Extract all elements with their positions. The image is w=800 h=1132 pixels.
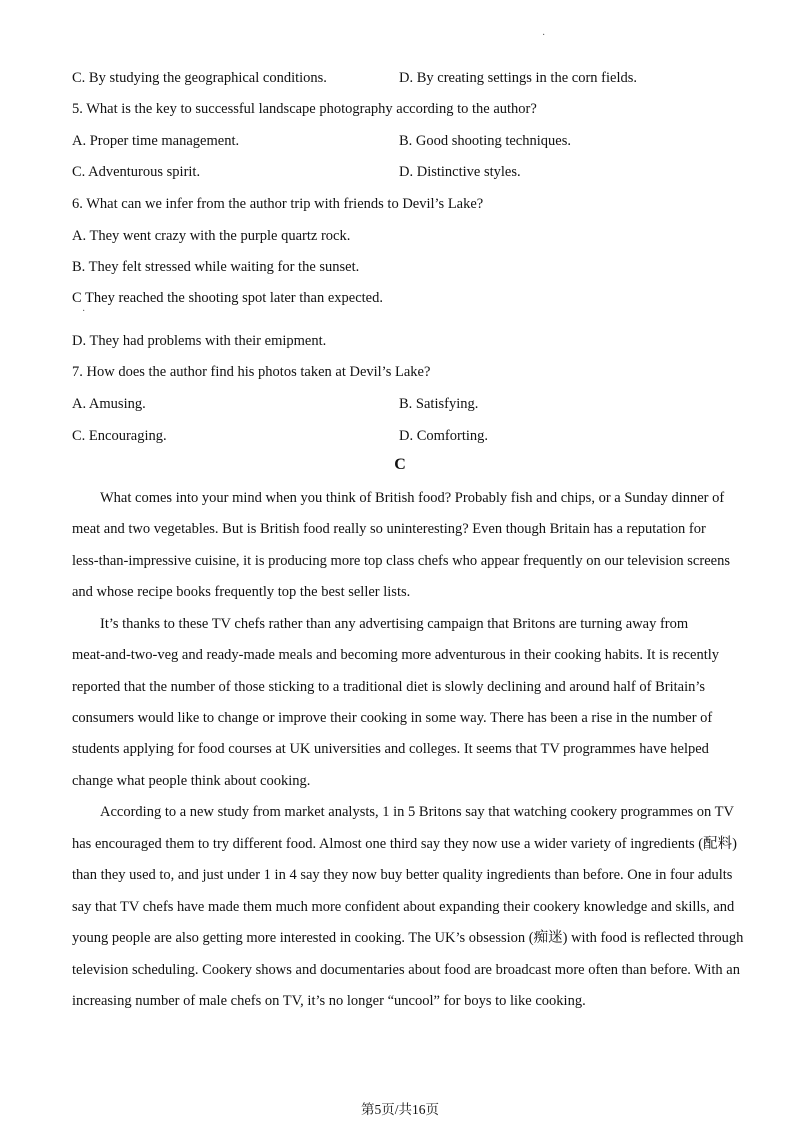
- passage-line: meat-and-two-veg and ready-made meals and becoming more adventurous in their cooking habits. It is recently: [72, 647, 720, 663]
- q6-option-b: B. They felt stressed while waiting for the sunset.: [72, 259, 360, 275]
- q6-option-c: C They reached the shooting spot later than expected.: [72, 290, 383, 306]
- passage-line: It’s thanks to these TV chefs rather than any advertising campaign that Britons are turning away from: [100, 616, 689, 632]
- passage-line: consumers would like to change or improve their cooking in some way. There has been a rise in the number of: [72, 710, 713, 726]
- q5-option-b: B. Good shooting techniques.: [399, 133, 571, 149]
- passage-line: has encouraged them to try different food. Almost one third say they now use a wider variety of ingredients (配料): [72, 836, 737, 852]
- page-number-footer: 第5页/共16页: [360, 1102, 439, 1117]
- passage-line: young people are also getting more interested in cooking. The UK’s obsession (痴迷) with food is reflected through: [72, 930, 744, 946]
- q6-stem: 6. What can we infer from the author trip with friends to Devil’s Lake?: [72, 196, 484, 212]
- passage-line: increasing number of male chefs on TV, it’s no longer “uncool” for boys to like cooking.: [72, 993, 586, 1009]
- passage-line: According to a new study from market analysts, 1 in 5 Britons say that watching cookery programmes on TV: [100, 804, 734, 820]
- passage-line: television scheduling. Cookery shows and documentaries about food are broadcast more often than before. With an: [72, 962, 740, 978]
- q5-option-c: C. Adventurous spirit.: [72, 164, 201, 180]
- passage-line: and whose recipe books frequently top the best seller lists.: [72, 584, 411, 600]
- q7-option-d: D. Comforting.: [399, 428, 489, 444]
- passage-line: say that TV chefs have made them much more confident about expanding their cookery knowledge and skills, and: [72, 899, 735, 915]
- passage-line: What comes into your mind when you think of British food? Probably fish and chips, or a Sunday dinner of: [100, 490, 725, 506]
- passage-line: reported that the number of those sticking to a traditional diet is slowly declining and around half of Britain’s: [72, 679, 706, 695]
- q7-stem: 7. How does the author find his photos taken at Devil’s Lake?: [72, 364, 431, 380]
- q7-option-b: B. Satisfying.: [399, 396, 479, 412]
- q5-option-a: A. Proper time management.: [72, 133, 240, 149]
- q6-option-d: D. They had problems with their emipment.: [72, 333, 327, 349]
- section-title: C: [394, 456, 406, 473]
- q4-option-c: C. By studying the geographical conditions.: [72, 70, 327, 86]
- q7-option-c: C. Encouraging.: [72, 428, 167, 444]
- passage-line: than they used to, and just under 1 in 4 say they now buy better quality ingredients than before. One in four adults: [72, 867, 733, 883]
- passage-line: change what people think about cooking.: [72, 773, 311, 789]
- passage-line: less-than-impressive cuisine, it is producing more top class chefs who appear frequently on our television screens: [72, 553, 730, 569]
- passage-line: students applying for food courses at UK universities and colleges. It seems that TV programmes have helped: [72, 741, 709, 757]
- passage-line: meat and two vegetables. But is British food really so uninteresting? Even though Britain has a reputation for: [72, 521, 706, 537]
- q4-option-d: D. By creating settings in the corn fields.: [399, 70, 637, 86]
- q7-option-a: A. Amusing.: [72, 396, 146, 412]
- q5-option-d: D. Distinctive styles.: [399, 164, 521, 180]
- q6-option-a: A. They went crazy with the purple quartz rock.: [72, 228, 351, 244]
- scan-speck: ·: [82, 306, 86, 317]
- scan-speck: ·: [542, 30, 546, 41]
- q5-stem: 5. What is the key to successful landscape photography according to the author?: [72, 101, 537, 117]
